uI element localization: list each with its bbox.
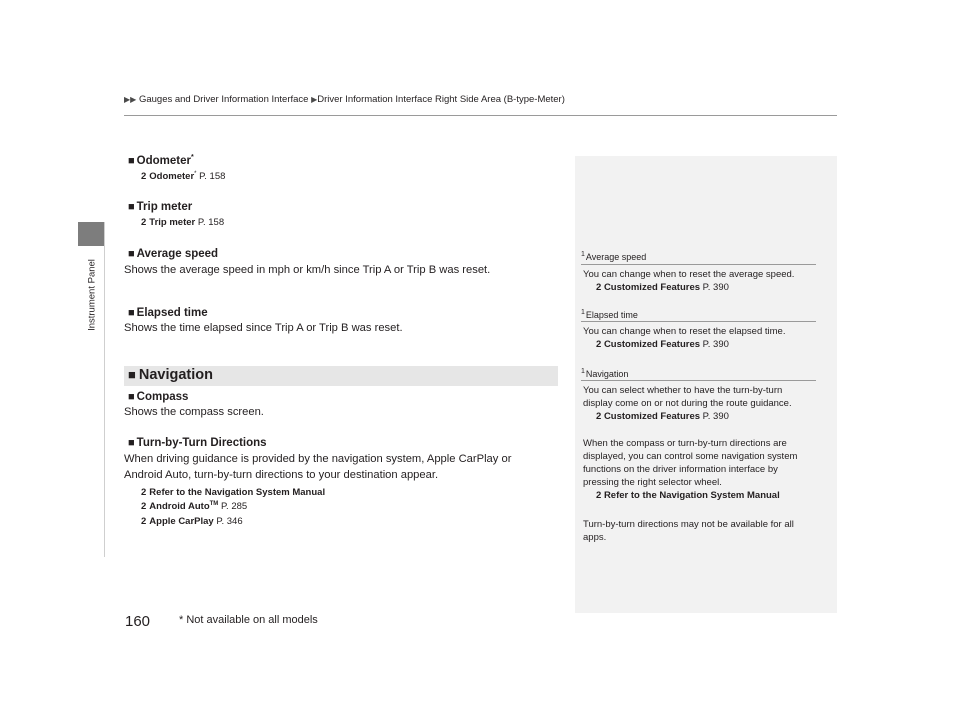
chapter-divider [104,222,105,557]
bullet-square-icon: ■ [128,154,135,167]
trip-meter-ref[interactable]: 2 Trip meter P. 158 [141,217,225,228]
bullet-square-icon: ■ [128,391,135,403]
page-number: 160 [125,613,151,630]
header-rule [124,115,837,116]
apple-carplay-ref[interactable]: 2 Apple CarPlay P. 346 [141,516,243,527]
bullet-square-icon: ■ [128,437,135,449]
bullet-square-icon: ■ [128,367,136,382]
note-elapsed-time-ref[interactable]: 2 Customized Features P. 390 [596,339,729,350]
reference-arrow-icon: 2 [596,282,602,293]
note-navigation-manual-ref[interactable]: 2 Refer to the Navigation System Manual [596,490,780,501]
reference-arrow-icon: 2 [141,487,147,498]
note-elapsed-time-title: $^1$Elapsed time [581,309,638,320]
note-elapsed-time-line1: You can change when to reset the elapsed time. [583,326,786,337]
bullet-square-icon: ■ [128,201,135,213]
elapsed-time-body: Shows the time elapsed since Trip A or Trip B was reset. [124,322,403,334]
reference-arrow-icon: 2 [596,411,602,422]
elapsed-time-heading: ■ Elapsed time [128,307,208,319]
note-average-speed-line1: You can change when to reset the average speed. [583,269,795,280]
note-navigation-p3-line2: apps. [583,532,607,543]
note-navigation-line2: display come on or not during the route guidance. [583,398,792,409]
compass-body: Shows the compass screen. [124,406,264,418]
breadcrumb-arrow-icon: ▶ [311,95,318,104]
footnote: * Not available on all models [179,614,318,626]
compass-heading: ■ Compass [128,391,189,403]
bullet-square-icon: ■ [128,248,135,260]
note-rule [581,264,816,265]
navigation-section-bar [124,366,558,386]
note-average-speed-ref[interactable]: 2 Customized Features P. 390 [596,282,729,293]
trip-meter-heading: ■ Trip meter [128,201,193,213]
bullet-square-icon: ■ [128,307,135,319]
android-auto-ref[interactable]: 2 Android Auto™ P. 285 [141,501,248,513]
note-rule [581,321,816,322]
turn-by-turn-heading: ■ Turn-by-Turn Directions [128,437,267,449]
note-navigation-ref[interactable]: 2 Customized Features P. 390 [596,411,729,422]
note-rule [581,380,816,381]
navigation-manual-ref[interactable]: 2 Refer to the Navigation System Manual [141,487,326,498]
reference-arrow-icon: 2 [141,171,147,183]
reference-arrow-icon: 2 [596,490,602,501]
chapter-tab [78,222,105,246]
reference-arrow-icon: 2 [141,501,147,513]
breadcrumb-arrow-icon: ▶ [124,95,131,104]
note-navigation-p2-line3: functions on the driver information interface by [583,464,778,475]
chapter-label-text: Instrument Panel [86,259,98,331]
turn-by-turn-body-line1: When driving guidance is provided by the navigation system, Apple CarPlay or [124,453,512,465]
turn-by-turn-body-line2: Android Auto, turn-by-turn directions to your destination appear. [124,469,439,481]
breadcrumb-arrow-icon: ▶ [130,95,137,104]
note-navigation-p3-line1: Turn-by-turn directions may not be available for all [583,519,794,530]
note-navigation-title: $^1$Navigation [581,368,629,379]
note-navigation-p2-line1: When the compass or turn-by-turn directions are [583,438,787,449]
reference-arrow-icon: 2 [596,339,602,350]
average-speed-heading: ■ Average speed [128,248,219,260]
breadcrumb-parent-link[interactable]: Gauges and Driver Information Interface [138,94,309,105]
breadcrumb [124,94,565,105]
note-navigation-p2-line2: displayed, you can control some navigation system [583,451,798,462]
odometer-ref[interactable]: 2 Odometer* P. 158 [141,171,226,183]
note-average-speed-title: $^1$Average speed [581,251,647,262]
reference-arrow-icon: 2 [141,217,147,228]
navigation-section-title: ■ Navigation [128,367,213,383]
average-speed-body: Shows the average speed in mph or km/h since Trip A or Trip B was reset. [124,264,491,276]
odometer-heading: ■ Odometer* [128,154,194,167]
note-navigation-line1: You can select whether to have the turn-by-turn [583,385,783,396]
chapter-label [84,250,100,340]
note-navigation-p2-line4: pressing the right selector wheel. [583,477,722,488]
breadcrumb-current: Driver Information Interface Right Side Area (B-type-Meter) [317,94,565,105]
reference-arrow-icon: 2 [141,516,147,527]
